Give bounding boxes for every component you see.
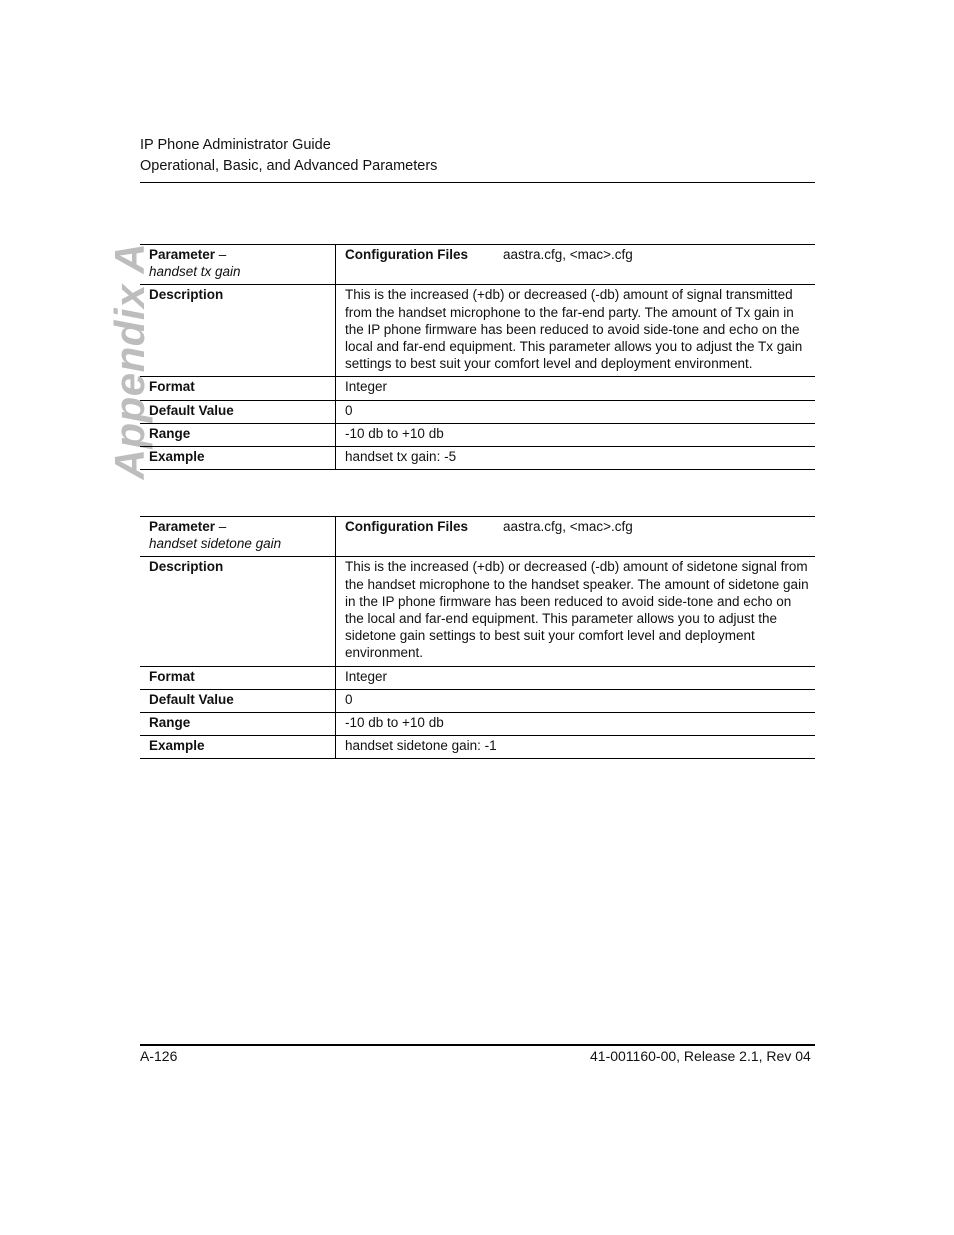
config-files-label: Configuration Files	[345, 519, 468, 534]
table-row	[140, 285, 815, 377]
range-label: Range	[140, 713, 336, 736]
parameter-label: Parameter	[149, 247, 216, 262]
parameter-cell	[140, 245, 336, 285]
page-number: A-126	[140, 1048, 178, 1064]
config-files-value: aastra.cfg, <mac>.cfg	[503, 247, 633, 262]
example-value: handset sidetone gain: -1	[336, 736, 816, 759]
table-row	[140, 400, 815, 423]
config-files-value: aastra.cfg, <mac>.cfg	[503, 519, 633, 534]
table-row	[140, 517, 815, 557]
header-title: IP Phone Administrator Guide	[140, 137, 331, 153]
format-label: Format	[140, 666, 336, 689]
range-value: -10 db to +10 db	[336, 423, 816, 446]
parameter-name: handset sidetone gain	[149, 536, 282, 552]
default-value-value: 0	[336, 400, 816, 423]
parameter-dash: –	[215, 519, 227, 534]
range-label: Range	[140, 423, 336, 446]
table-row	[140, 666, 815, 689]
description-label: Description	[140, 285, 336, 377]
header-subtitle: Operational, Basic, and Advanced Parameters	[140, 158, 438, 174]
description-value: This is the increased (+db) or decreased (-db) amount of signal transmitted from the handset microphone to the far-end party. The amount of Tx gain in the IP phone firmware has been reduced to avoid side-tone and echo on the local and far-end equipment. This parameter allows you to adjust the Tx gain settings to best suit your comfort level and deployment environment.	[336, 285, 816, 377]
format-value: Integer	[336, 377, 816, 400]
description-value: This is the increased (+db) or decreased (-db) amount of sidetone signal from the handset microphone to the handset speaker. The amount of sidetone gain in the IP phone firmware has been reduced to avoid side-tone and echo on the local and far-end equipment. This parameter allows you to adjust the sidetone gain settings to best suit your comfort level and deployment environment.	[336, 557, 816, 666]
example-label: Example	[140, 447, 336, 470]
table-row	[140, 245, 815, 285]
default-value-value: 0	[336, 689, 816, 712]
config-files-label: Configuration Files	[345, 247, 468, 262]
example-value: handset tx gain: -5	[336, 447, 816, 470]
appendix-side-tab-label: Appendix A	[106, 242, 153, 480]
parameter-cell	[140, 517, 336, 557]
table-row	[140, 736, 815, 759]
description-label: Description	[140, 557, 336, 666]
table-row	[140, 557, 815, 666]
format-value: Integer	[336, 666, 816, 689]
range-value: -10 db to +10 db	[336, 713, 816, 736]
example-label: Example	[140, 736, 336, 759]
config-files-cell	[336, 245, 816, 285]
parameter-dash: –	[215, 247, 227, 262]
table-row	[140, 689, 815, 712]
parameter-name: handset tx gain	[149, 264, 241, 280]
document-id: 41-001160-00, Release 2.1, Rev 04	[590, 1048, 811, 1064]
config-files-cell	[336, 517, 816, 557]
parameter-table	[140, 244, 815, 470]
parameter-label: Parameter	[149, 519, 216, 534]
header-rule	[140, 182, 815, 183]
default-value-label: Default Value	[140, 689, 336, 712]
table-row	[140, 423, 815, 446]
format-label: Format	[140, 377, 336, 400]
table-row	[140, 713, 815, 736]
parameter-table	[140, 516, 815, 759]
table-row	[140, 447, 815, 470]
default-value-label: Default Value	[140, 400, 336, 423]
footer-rule	[140, 1044, 815, 1046]
table-row	[140, 377, 815, 400]
